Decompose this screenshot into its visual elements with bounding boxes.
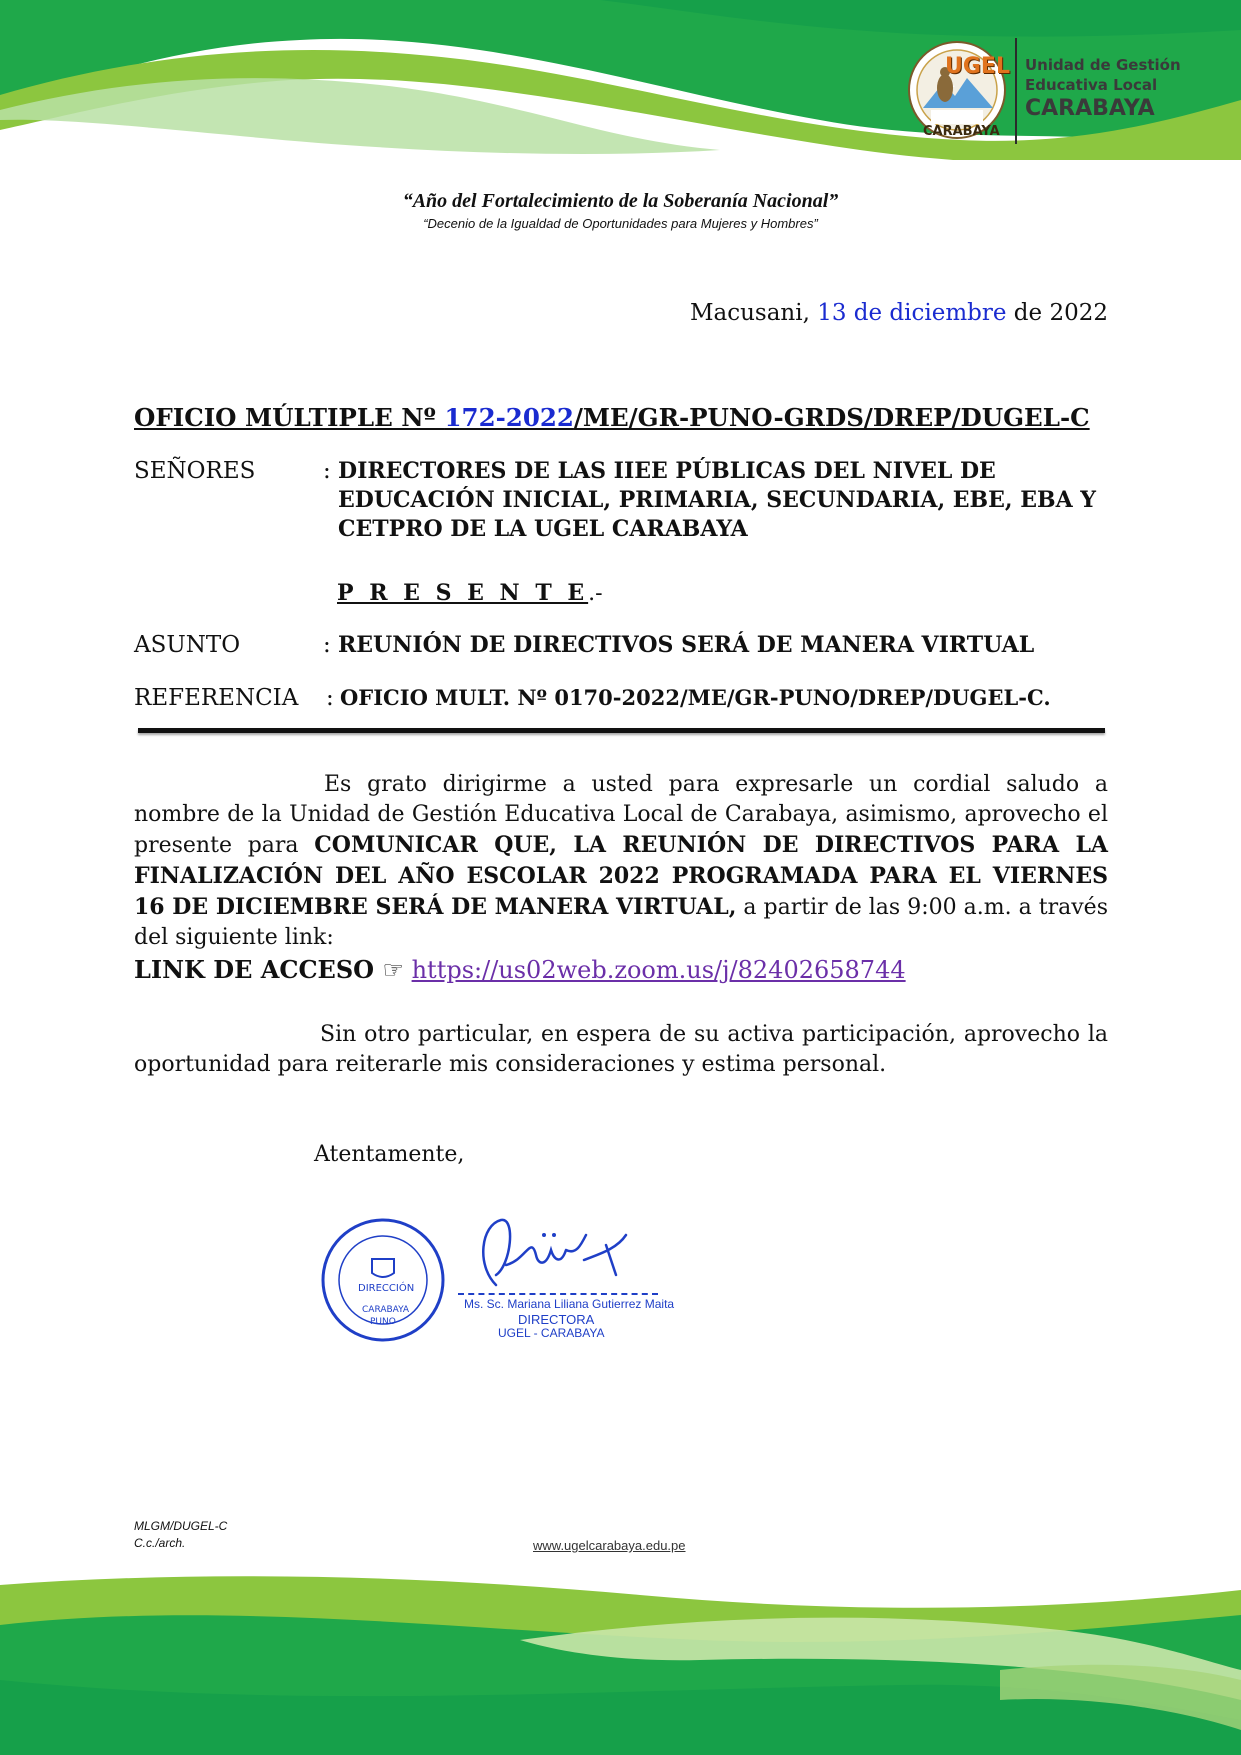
oficio-prefix: OFICIO MÚLTIPLE Nº [134, 403, 445, 432]
footer-ref-2: C.c./arch. [134, 1536, 186, 1550]
oficio-number: 172-2022 [444, 403, 574, 432]
paragraph-1-bold: COMUNICAR QUE, LA REUNIÓN DE DIRECTIVOS PARA LA FINALIZACIÓN DEL AÑO ESCOLAR 2022 PROGRAMADA PARA EL VIERNES 16 DE DICIEMBRE SERÁ DE MANERA VIRTUAL, [134, 832, 1108, 920]
referencia-label: REFERENCIA [134, 685, 299, 711]
handwritten-signature [466, 1205, 646, 1305]
access-link-label: LINK DE ACCESO [134, 955, 383, 984]
stamp-bottom-text-1: CARABAYA [362, 1305, 410, 1315]
logo-line-1: Unidad de Gestión [1025, 56, 1181, 74]
paragraph-1-start: Es grato dirigirme a usted para expresarle un cordial saludo a nombre de la Unidad de Gestión Educativa Local de Carabaya, asimismo, aprovecho el presente para [134, 772, 1108, 858]
footer-website-link[interactable]: www.ugelcarabaya.edu.pe [533, 1538, 686, 1553]
date-day-month: 13 de diciembre [817, 300, 1007, 326]
signature-block [318, 1205, 675, 1355]
presente-salutation [337, 580, 603, 606]
date-year: de 2022 [1006, 300, 1108, 326]
logo-seal-word: UGEL [945, 54, 1010, 79]
date-city: Macusani, [689, 300, 818, 326]
signatory-name: Ms. Sc. Mariana Liliana Gutierrez Maita [464, 1297, 675, 1311]
closing-salutation: Atentamente, [314, 1142, 465, 1167]
signatory-unit: UGEL - CARABAYA [498, 1326, 605, 1340]
logo-line-2: Educativa Local [1025, 76, 1158, 94]
oficio-suffix: /ME/GR-PUNO-GRDS/DREP/DUGEL-C [573, 403, 1090, 432]
asunto-value: REUNIÓN DE DIRECTIVOS SERÁ DE MANERA VIRTUAL [338, 632, 1035, 658]
referencia-value: OFICIO MULT. Nº 0170-2022/ME/GR-PUNO/DREP/DUGEL-C. [340, 685, 1051, 710]
presente-suffix: .- [588, 581, 603, 606]
presente-text: P R E S E N T E [337, 580, 589, 606]
referencia-colon: : [326, 685, 334, 711]
stamp-center-text: DIRECCIÓN [358, 1283, 415, 1294]
zoom-meeting-link[interactable]: https://us02web.zoom.us/j/82402658744 [411, 956, 906, 984]
senores-line-2: EDUCACIÓN INICIAL, PRIMARIA, SECUNDARIA, EBE, EBA Y [338, 487, 1097, 513]
senores-colon: : [323, 458, 331, 484]
body-paragraph-2 [134, 1020, 1108, 1080]
section-divider [138, 728, 1105, 733]
ugel-logo [905, 38, 1205, 148]
signature-line [458, 1293, 658, 1295]
paragraph-2-text: Sin otro particular, en espera de su activa participación, aprovecho la oportunidad para reiterarle mis consideraciones y estima personal. [134, 1022, 1108, 1077]
logo-line-3: CARABAYA [1025, 96, 1155, 121]
stamp-bottom-text-2: PUNO [370, 1317, 396, 1327]
paragraph-1-end: a partir de las 9:00 a.m. a través del siguiente link: [134, 895, 1108, 950]
body-paragraph-1 [134, 770, 1108, 953]
senores-line-1: DIRECTORES DE LAS IIEE PÚBLICAS DEL NIVEL DE [338, 458, 996, 484]
access-link-row [134, 955, 906, 984]
footer-ref-1: MLGM/DUGEL-C [134, 1519, 228, 1533]
asunto-colon: : [323, 632, 331, 658]
logo-divider [1015, 38, 1017, 144]
decade-motto: “Decenio de la Igualdad de Oportunidades para Mujeres y Hombres” [423, 216, 818, 231]
document-date [690, 300, 1108, 326]
logo-seal-caption: CARABAYA [923, 124, 1000, 139]
pointing-hand-icon: ☞ [382, 956, 404, 984]
oficio-title [134, 403, 1090, 432]
footer-references [134, 1518, 227, 1552]
signatory-title: DIRECTORA [518, 1312, 595, 1327]
footer-wave-decoration [0, 1570, 1241, 1755]
year-motto: “Año del Fortalecimiento de la Soberanía Nacional” [402, 190, 839, 212]
senores-label: SEÑORES [134, 458, 256, 484]
asunto-label: ASUNTO [134, 632, 241, 658]
senores-line-3: CETPRO DE LA UGEL CARABAYA [338, 516, 748, 542]
